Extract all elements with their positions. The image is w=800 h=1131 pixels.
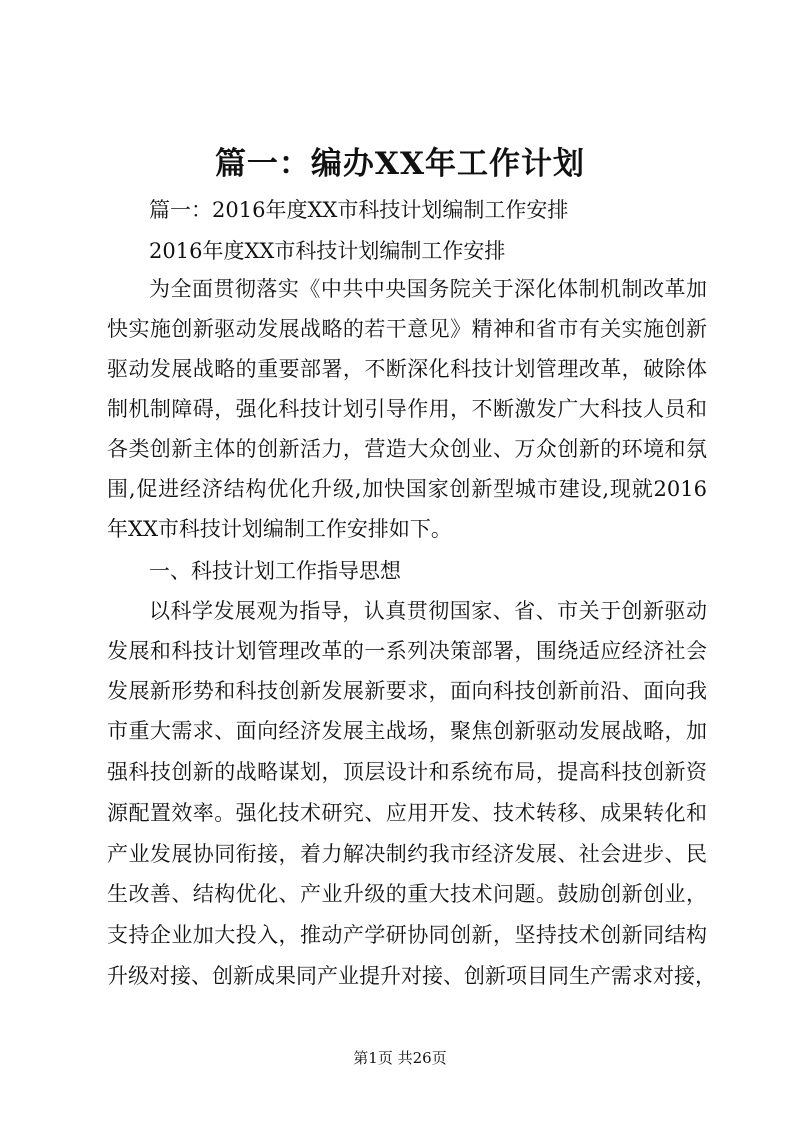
paragraph-line: 以科学发展观为指导，认真贯彻国家、省、市关于创新驱动 [149, 599, 707, 623]
paragraph-line: 制机制障碍，强化科技计划引导作用，不断激发广大科技人员和 [107, 397, 707, 421]
document-title: 篇一：编办XX年工作计划 [214, 146, 586, 182]
paragraph-line: 生改善、结构优化、产业升级的重大技术问题。鼓励创新创业， [107, 882, 707, 906]
page-number: 第1页 共26页 [353, 1049, 447, 1067]
paragraph-line: 快实施创新驱动发展战略的若干意见》精神和省市有关实施创新 [107, 317, 707, 341]
paragraph-line: 产业发展协同衔接，着力解决制约我市经济发展、社会进步、民 [107, 842, 707, 866]
subtitle: 2016年度XX市科技计划编制工作安排 [149, 239, 506, 263]
paragraph-line: 为全面贯彻落实《中共中央国务院关于深化体制机制改革加 [149, 277, 707, 301]
paragraph-line: 支持企业加大投入，推动产学研协同创新，坚持技术创新同结构 [107, 923, 707, 947]
paragraph-line: 源配置效率。强化技术研究、应用开发、技术转移、成果转化和 [107, 801, 707, 825]
paragraph-line: 市重大需求、面向经济发展主战场，聚焦创新驱动发展战略，加 [107, 719, 707, 743]
paragraph-line: 强科技创新的战略谋划，顶层设计和系统布局，提高科技创新资 [107, 760, 707, 784]
paragraph-line: 驱动发展战略的重要部署，不断深化科技计划管理改革，破除体 [107, 357, 707, 381]
paragraph-line: 各类创新主体的创新活力，营造大众创业、万众创新的环境和氛 [107, 437, 707, 461]
paragraph-line: 围,促进经济结构优化升级,加快国家创新型城市建设,现就2016 [107, 477, 707, 501]
section-heading: 一、科技计划工作指导思想 [149, 559, 401, 583]
paragraph-line: 发展和科技计划管理改革的一系列决策部署，围绕适应经济社会 [107, 639, 707, 663]
paragraph-line: 年XX市科技计划编制工作安排如下。 [107, 517, 452, 541]
paragraph-line: 发展新形势和科技创新发展新要求，面向科技创新前沿、面向我 [107, 679, 707, 703]
paragraph-line: 升级对接、创新成果同产业提升对接、创新项目同生产需求对接， [107, 964, 716, 988]
section-heading: 篇一：2016年度XX市科技计划编制工作安排 [149, 198, 569, 222]
